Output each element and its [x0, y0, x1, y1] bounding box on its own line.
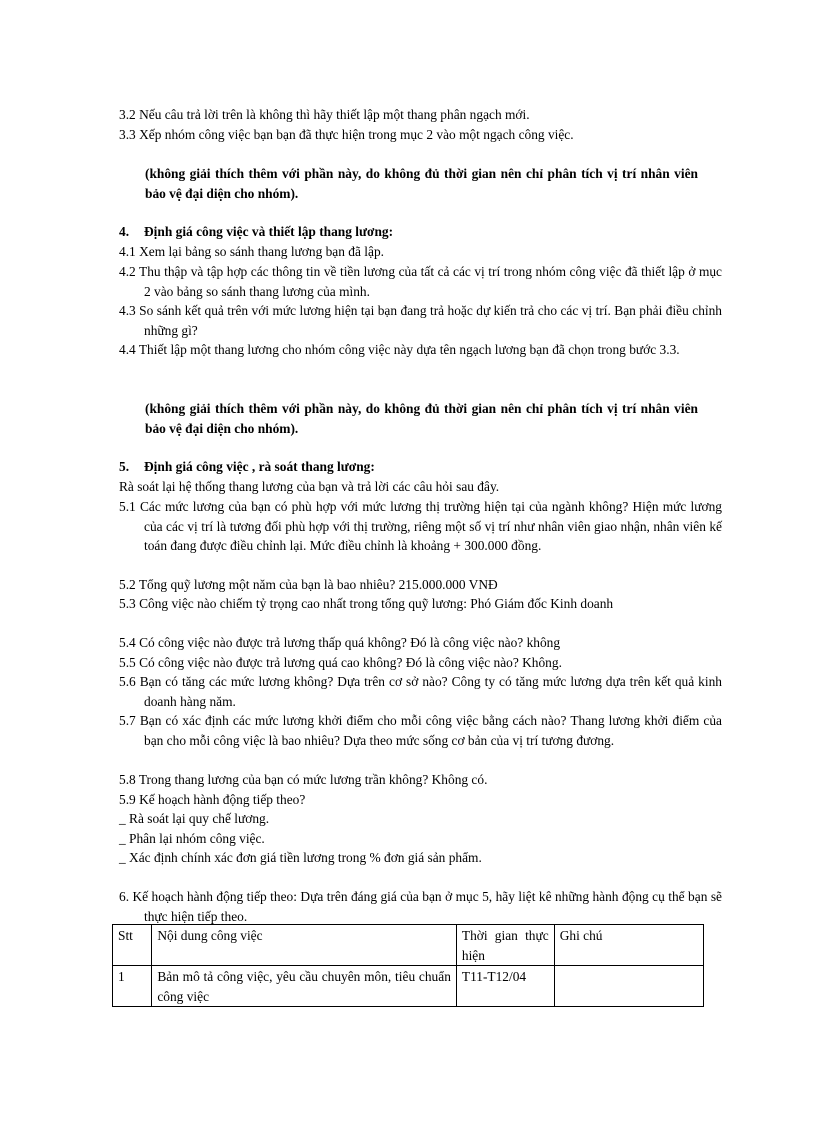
table-cell [554, 966, 703, 1007]
header-cell: Thời gian thực hiện [456, 925, 554, 966]
section4-number: 4. [119, 224, 130, 239]
item-5-2: 5.2 Tổng quỹ lương một năm của bạn là bao nhiêu? 215.000.000 VNĐ [119, 577, 498, 592]
action-plan-table [112, 924, 704, 1007]
item-4-2: 4.2 Thu thập và tập hợp các thông tin về tiền lương của tất cả các vị trí trong nhóm công việc đã thiết lập ở mục 2 vào bảng so sánh thang lương của mình. [119, 264, 722, 299]
section4-heading [119, 222, 697, 242]
section5-number: 5. [119, 459, 130, 474]
header-cell: Stt [113, 925, 152, 966]
bullet-item: _ Xác định chính xác đơn giá tiền lương trong % đơn giá sản phẩm. [119, 850, 482, 865]
item-5-7: 5.7 Bạn có xác định các mức lương khởi điểm cho mỗi công việc bằng cách nào? Thang lương khởi điểm của bạn cho mỗi công việc là bao nhiêu? Dựa theo mức sống cơ bản của vị trí tương đương. [119, 713, 722, 748]
item-3-2: 3.2 Nếu câu trả lời trên là không thì hãy thiết lập một thang phân ngạch mới. [119, 107, 530, 122]
table-header-row [113, 925, 704, 966]
table-cell: T11-T12/04 [456, 966, 554, 1007]
table-row [113, 966, 704, 1007]
header-cell: Ghi chú [554, 925, 703, 966]
table-cell: Bản mô tả công việc, yêu cầu chuyên môn, tiêu chuẩn công việc [152, 966, 457, 1007]
item-4-1: 4.1 Xem lại bảng so sánh thang lương bạn đã lập. [119, 244, 384, 259]
section4-title: Định giá công việc và thiết lập thang lương: [144, 224, 394, 239]
item-5-5: 5.5 Có công việc nào được trả lương quá cao không? Đó là công việc nào? Không. [119, 655, 562, 670]
item-5-8: 5.8 Trong thang lương của bạn có mức lương trần không? Không có. [119, 772, 488, 787]
table-cell: 1 [113, 966, 152, 1007]
section6-intro: 6. Kế hoạch hành động tiếp theo: Dựa trên đáng giá của bạn ở mục 5, hãy liệt kê những hành động cụ thể bạn sẽ thực hiện tiếp theo. [119, 889, 722, 924]
section4-note: (không giải thích thêm với phần này, do không đủ thời gian nên chỉ phân tích vị trí nhân viên bảo vệ đại diện cho nhóm). [145, 401, 698, 436]
bullet-item: _ Rà soát lại quy chế lương. [119, 811, 270, 826]
item-5-4: 5.4 Có công việc nào được trả lương thấp quá không? Đó là công việc nào? không [119, 635, 561, 650]
item-5-1: 5.1 Các mức lương của bạn có phù hợp với mức lương thị trường hiện tại của ngành không? Hiện mức lương của các vị trí là tương đối phù hợp với thị trường, riêng một số vị trí như nhân viên giao nhận, nhân viên kế toán đang được điều chỉnh lại. Mức điều chỉnh là khoảng + 300.000 đồng. [119, 499, 722, 553]
section3-note: (không giải thích thêm với phần này, do không đủ thời gian nên chỉ phân tích vị trí nhân viên bảo vệ đại diện cho nhóm). [145, 166, 698, 201]
item-5-3: 5.3 Công việc nào chiếm tỷ trọng cao nhất trong tổng quỹ lương: Phó Giám đốc Kinh doanh [119, 596, 614, 611]
item-5-6: 5.6 Bạn có tăng các mức lương không? Dựa trên cơ sở nào? Công ty có tăng mức lương dựa trên kết quả kinh doanh hàng năm. [119, 674, 722, 709]
bullet-item: _ Phân lại nhóm công việc. [119, 831, 265, 846]
section5-intro: Rà soát lại hệ thống thang lương của bạn và trả lời các câu hỏi sau đây. [119, 479, 500, 494]
item-3-3: 3.3 Xếp nhóm công việc bạn bạn đã thực hiện trong mục 2 vào một ngạch công việc. [119, 127, 574, 142]
item-5-9: 5.9 Kế hoạch hành động tiếp theo? [119, 792, 306, 807]
item-4-4: 4.4 Thiết lập một thang lương cho nhóm công việc này dựa tên ngạch lương bạn đã chọn trong bước 3.3. [119, 342, 680, 357]
section5-title: Định giá công việc , rà soát thang lương: [144, 459, 375, 474]
header-cell: Nội dung công việc [152, 925, 457, 966]
item-4-3: 4.3 So sánh kết quả trên với mức lương hiện tại bạn đang trả hoặc dự kiến trả cho các vị trí. Bạn phải điều chỉnh những gì? [119, 303, 722, 338]
section5-heading [119, 457, 697, 477]
